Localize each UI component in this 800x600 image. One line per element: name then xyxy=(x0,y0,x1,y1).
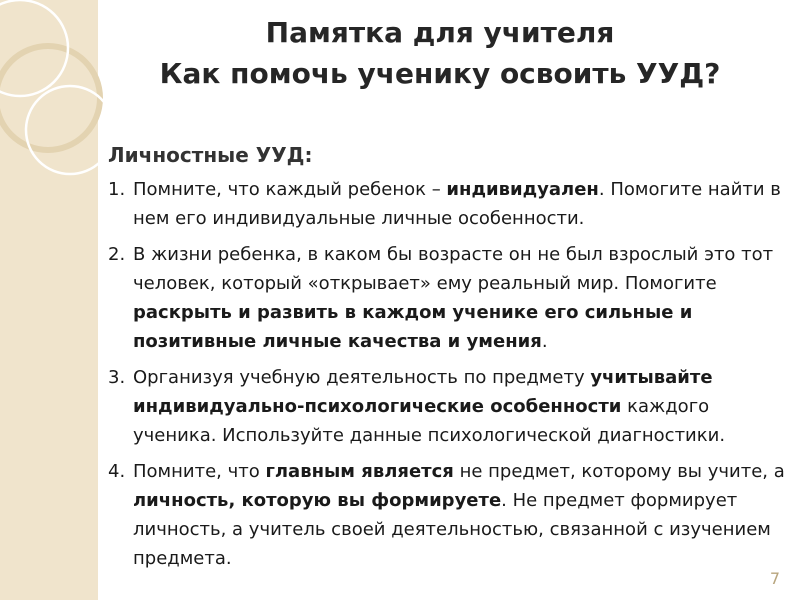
list-item-text: . Не предмет формирует личность, а учитель своей деятельностью, связанной с изучением предмета. xyxy=(133,490,771,569)
list-item-text: Организуя учебную деятельность по предмету xyxy=(133,367,591,388)
list-item-text: Помните, что каждый ребенок – xyxy=(133,179,447,200)
list-item-number: 3. xyxy=(108,367,126,388)
list-item-emphasis: раскрыть и развить в каждом ученике его сильные и позитивные личные качества и умения xyxy=(133,302,693,352)
list-item-emphasis: индивидуален xyxy=(446,179,599,200)
list-item-text: В жизни ребенка, в каком бы возрасте он не был взрослый это тот человек, который «открывает» ему реальный мир. Помогите xyxy=(133,244,774,294)
list-item-text: Помните, что xyxy=(133,461,266,482)
list-item-number: 4. xyxy=(108,461,126,482)
slide-title xyxy=(120,12,760,94)
list-item-text: . Помогите найти в нем его индивидуальные личные особенности. xyxy=(133,179,781,229)
list-item-emphasis: личность, которую вы формируете xyxy=(133,490,502,511)
list-item-text: . xyxy=(541,331,548,352)
numbered-list xyxy=(108,175,788,580)
list-item-emphasis: главным является xyxy=(265,461,454,482)
list-item xyxy=(108,175,788,233)
section-heading: Личностные УУД: xyxy=(108,143,313,167)
list-item-text: не предмет, которому вы учите, а xyxy=(453,461,785,482)
list-item-emphasis: учитывайте индивидуально-психологические особенности xyxy=(133,367,713,417)
list-item-text: каждого ученика. Используйте данные психологической диагностики. xyxy=(133,396,726,446)
title-line-1: Памятка для учителя xyxy=(265,16,615,49)
slide-number: 7 xyxy=(769,569,780,588)
list-item xyxy=(108,457,788,573)
list-item-number: 2. xyxy=(108,244,126,265)
list-item xyxy=(108,363,788,450)
list-item-number: 1. xyxy=(108,179,126,200)
title-line-2: Как помочь ученику освоить УУД? xyxy=(159,57,721,90)
list-item xyxy=(108,240,788,356)
